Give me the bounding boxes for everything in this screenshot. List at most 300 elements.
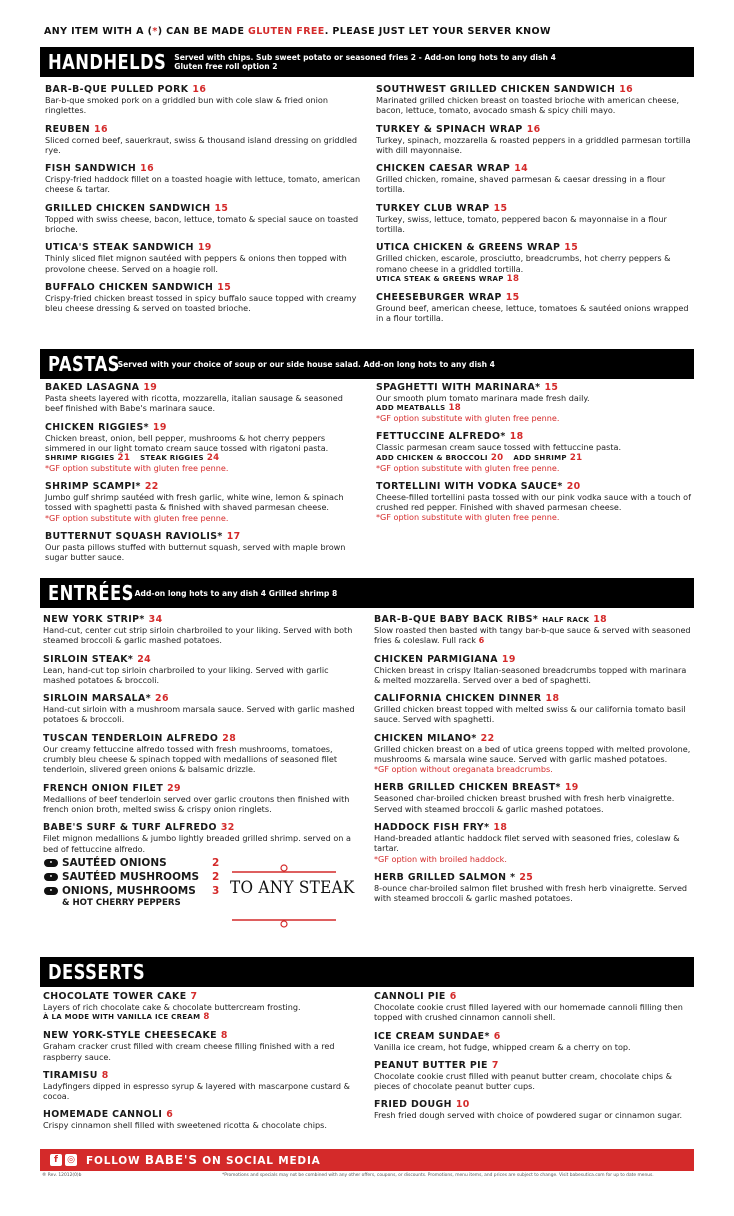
item-description: Layers of rich chocolate cake & chocolate buttercream frosting. (43, 1002, 301, 1012)
item-name: BAR-B-QUE PULLED PORK (45, 84, 189, 95)
item-description: 8-ounce char-broiled salmon filet brushed with fresh herb vinaigrette. Served with steamed broccoli & garlic mashed potatoes. (374, 882, 688, 903)
item-description: Crispy cinnamon shell filled with sweetened ricotta & chocolate chips. (43, 1120, 327, 1131)
item-description: Marinated grilled chicken breast on toasted brioche with american cheese, bacon, lettuce, tomato, avocado smash & spicy chili mayo. (376, 95, 680, 116)
item-name-line (45, 84, 363, 95)
item-description-block (45, 135, 363, 156)
item-description: Chicken breast, onion, bell pepper, mushrooms & hot cherry peppers simmered in our light tomato cream sauce tossed with rigatoni pasta. (45, 432, 329, 453)
item-name: HERB GRILLED SALMON * (374, 871, 516, 883)
item-name-line (376, 242, 694, 253)
instagram-icon[interactable]: ◎ (65, 1154, 77, 1166)
item-name-line (45, 124, 363, 135)
item-name-line (45, 163, 363, 174)
addon-label: STEAK RIGGIES (140, 454, 204, 463)
item-description: Cheese-filled tortellini pasta tossed with our pink vodka sauce with a touch of crushed red pepper. Finished with shaved parmesan cheese. (376, 491, 691, 512)
item-addon (376, 403, 694, 413)
pastas-header: PASTAS Served with your choice of soup or our side house salad. Add-on long hots to any dish 4 (40, 349, 694, 379)
item-price: 18 (493, 821, 508, 833)
item-name-line (43, 783, 361, 794)
item-name: FRIED DOUGH (374, 1099, 452, 1111)
menu-item (45, 203, 363, 235)
menu-item (43, 991, 361, 1022)
item-name: FISH SANDWICH (45, 163, 137, 175)
item-name-line (374, 782, 692, 793)
menu-item (376, 124, 694, 156)
item-price: 16 (94, 123, 108, 135)
pastas-right-column (376, 382, 694, 530)
desserts-right-column (374, 991, 692, 1129)
item-description: Grilled chicken breast on a bed of utica greens topped with melted provolone, mushrooms & marsala wine sauce. Served with garlic mashed potatoes. (374, 743, 691, 765)
item-price: 8 (101, 1069, 109, 1081)
menu-item (374, 654, 692, 686)
item-name-line (45, 242, 363, 253)
item-description-block (43, 665, 361, 686)
item-name-line (43, 1109, 361, 1120)
handhelds-left-column (45, 84, 363, 322)
handhelds-header: HANDHELDS Served with chips. Sub sweet potato or seasoned fries 2 - Add-on long hots to any dish 4 Gluten free roll option 2 (40, 47, 694, 77)
item-name-line (43, 693, 361, 704)
item-price: 25 (519, 871, 534, 883)
item-description: Vanilla ice cream, hot fudge, whipped cream & a cherry on top. (374, 1041, 631, 1052)
item-description-block (374, 665, 692, 686)
gluten-free-note-block (374, 854, 692, 864)
item-price: 18 (545, 693, 560, 705)
item-description: Classic parmesan cream sauce tossed with fettuccine pasta. (376, 442, 622, 453)
item-name-line (374, 654, 692, 665)
menu-item (43, 614, 361, 646)
item-description-block (43, 704, 361, 725)
addon-label: SHRIMP RIGGIES (45, 454, 115, 463)
item-description-block (45, 393, 363, 414)
item-description-block (374, 1002, 692, 1023)
item-name: PEANUT BUTTER PIE (374, 1059, 488, 1071)
desserts-left-column (43, 991, 361, 1139)
item-description-block (43, 744, 361, 775)
item-name-line (43, 654, 361, 665)
full-rack-price: 6 (478, 635, 485, 646)
item-description: Grilled chicken, romaine, shaved parmesan & caesar dressing in a flour tortilla. (376, 174, 666, 195)
item-description: Hand-breaded atlantic haddock filet served with seasoned fries, coleslaw & tartar. (374, 832, 680, 854)
gluten-free-note: *GF option substitute with gluten free penne. (376, 413, 560, 424)
item-description-block (374, 883, 692, 904)
item-description: Our pasta pillows stuffed with butternut squash, served with maple brown sugar butter sauce. (45, 541, 346, 563)
item-price: 22 (480, 732, 495, 744)
steak-sides: • SAUTÉED ONIONS 2 • SAUTÉED MUSHROOMS 2 • ONIONS, MUSHROOMS 3 & HOT CHERRY PEPPERS (44, 856, 234, 908)
item-name: CHEESEBURGER WRAP (376, 291, 502, 303)
gluten-free-note-block (45, 513, 363, 523)
item-name: UTICA'S STEAK SANDWICH (45, 242, 194, 254)
item-description: Chocolate cookie crust filled with peanut butter cream, chocolate chips & pieces of chocolate peanut butter cups. (374, 1070, 672, 1092)
menu-item (374, 782, 692, 814)
item-description-block (374, 793, 692, 814)
menu-item (374, 991, 692, 1023)
item-description-block (43, 833, 361, 854)
item-addon (43, 1012, 361, 1022)
menu-item (374, 693, 692, 725)
item-price: 15 (493, 202, 508, 214)
item-addon (376, 453, 694, 463)
item-description: Topped with swiss cheese, bacon, lettuce, tomato & special sauce on toasted brioche. (45, 213, 359, 235)
item-name: FETTUCCINE ALFREDO* (376, 431, 506, 443)
item-name: SIRLOIN MARSALA* (43, 693, 152, 705)
item-name: TIRAMISU (43, 1069, 98, 1081)
menu-item (43, 1030, 361, 1062)
item-price: 34 (148, 614, 163, 625)
social-media-banner[interactable]: f ◎ FOLLOW BABE'S ON SOCIAL MEDIA (40, 1149, 694, 1171)
item-description-block (376, 174, 694, 195)
addon-price: 21 (117, 453, 131, 464)
addon-label: ADD MEATBALLS (376, 404, 446, 413)
item-name: BAR-B-QUE BABY BACK RIBS* (374, 614, 539, 625)
gluten-free-note-block (376, 413, 694, 423)
item-name-line (43, 1070, 361, 1081)
item-name: NEW YORK-STYLE CHEESECAKE (43, 1030, 217, 1042)
item-description: Fresh fried dough served with choice of powdered sugar or cinnamon sugar. (374, 1110, 683, 1121)
menu-item (45, 422, 363, 474)
gluten-free-note-block (45, 463, 363, 473)
item-name-line (43, 991, 361, 1002)
item-price: 22 (144, 481, 159, 493)
item-name-line (45, 531, 363, 542)
item-description: Medallions of beef tenderloin served over garlic croutons then finished with french onion broth, melted swiss & crispy onion ringlets. (43, 793, 350, 814)
fine-print: *Promotions and specials may not be combined with any other offers, coupons, or discounts. Promotions, menu items, and prices are subject to change. Visit babesutica.com for up to date menus. (222, 1173, 654, 1178)
item-name: HADDOCK FISH FRY* (374, 821, 490, 833)
item-name: TURKEY CLUB WRAP (376, 202, 490, 214)
item-name-line (374, 614, 692, 625)
item-description: Our smooth plum tomato marinara made fresh daily. (376, 393, 590, 403)
item-name: CALIFORNIA CHICKEN DINNER (374, 693, 542, 705)
item-description: Sliced corned beef, sauerkraut, swiss & thousand island dressing on griddled rye. (45, 134, 358, 155)
item-price: 24 (137, 653, 152, 665)
menu-item (45, 163, 363, 195)
item-name: CHICKEN RIGGIES* (45, 421, 149, 433)
item-name: CHICKEN PARMIGIANA (374, 653, 498, 665)
item-description-block (374, 1042, 692, 1052)
item-description: Filet mignon medallions & jumbo lightly breaded grilled shrimp. served on a bed of fettuccine alfredo. (43, 833, 351, 854)
addon-price: 18 (448, 403, 462, 414)
item-name-line (45, 422, 363, 433)
item-name: HOMEMADE CANNOLI (43, 1109, 163, 1121)
item-description: Ground beef, american cheese, lettuce, tomatoes & sautéed onions wrapped in a flour tortilla. (376, 302, 689, 324)
item-description-block (374, 1110, 692, 1120)
item-price: 6 (449, 991, 457, 1002)
revision-note: ® Rev. 12012(0)b (42, 1173, 82, 1178)
addon-label: À LA MODE WITH VANILLA ICE CREAM (43, 1013, 201, 1022)
item-name-line (374, 872, 692, 883)
item-description-block (376, 442, 694, 452)
menu-item (376, 431, 694, 472)
item-description-block (43, 1120, 361, 1130)
item-name: TUSCAN TENDERLOIN ALFREDO (43, 732, 219, 744)
item-price: 19 (197, 242, 212, 254)
menu-item (376, 481, 694, 523)
gluten-free-notice: ANY ITEM WITH A (*) CAN BE MADE GLUTEN FREE. PLEASE JUST LET YOUR SERVER KNOW (44, 26, 551, 37)
item-description-block (376, 303, 694, 324)
item-description-block (43, 1081, 361, 1102)
item-name-line (45, 481, 363, 492)
item-name: SIRLOIN STEAK* (43, 653, 134, 665)
menu-item (43, 693, 361, 725)
item-description: Grilled chicken, escarole, prosciutto, breadcrumbs, hot cherry peppers & romano cheese in a griddled tortilla. (376, 253, 671, 274)
menu-item (45, 124, 363, 156)
menu-item (374, 614, 692, 646)
addon-icon: • (44, 873, 58, 881)
item-price: 15 (544, 382, 559, 393)
item-name-line (376, 163, 694, 174)
item-description-block (43, 625, 361, 646)
item-price: 18 (593, 614, 608, 625)
item-description: Chocolate cookie crust filled layered with our homemade cannoli filling then topped with crushed cinnamon cannoli shell. (374, 1002, 683, 1023)
item-description-block (45, 214, 363, 235)
menu-item (45, 84, 363, 116)
item-description: Jumbo gulf shrimp sautéed with fresh garlic, white wine, lemon & spinach tossed with spaghetti pasta & finished with shaved parmesan cheese. (45, 492, 344, 513)
item-name: TORTELLINI WITH VODKA SAUCE* (376, 480, 563, 492)
gluten-free-note: *GF option substitute with gluten free penne. (376, 462, 560, 473)
menu-item (45, 531, 363, 563)
item-description: Lean, hand-cut top sirloin charbroiled to your liking. Served with garlic mashed potatoes & broccoli. (43, 664, 329, 685)
gluten-free-note-block (376, 463, 694, 473)
gluten-free-note: *GF option substitute with gluten free penne. (45, 512, 229, 523)
menu-item (43, 733, 361, 775)
item-price: 19 (152, 421, 167, 433)
addon-icon: • (44, 859, 58, 867)
item-name-line (374, 693, 692, 704)
item-description-block (374, 1071, 692, 1092)
menu-item (43, 783, 361, 815)
item-description: Our creamy fettuccine alfredo tossed with fresh mushrooms, tomatoes, crumbly bleu cheese & spinach topped with medallions of seasoned filet tenderloin, slivered green onions & balsamic drizzle. (43, 743, 338, 775)
item-description: Thinly sliced filet mignon sautéed with peppers & onions then topped with provolone cheese. Served on a hoagie roll. (45, 253, 347, 274)
item-name-line (376, 203, 694, 214)
item-description: Bar-b-que smoked pork on a griddled bun with cole slaw & fried onion ringlettes. (45, 95, 329, 116)
menu-item (376, 242, 694, 284)
addon-price: 20 (490, 452, 504, 463)
item-name-line (374, 1031, 692, 1042)
item-price: 15 (214, 202, 229, 214)
item-name-line (374, 822, 692, 833)
item-description: Hand-cut sirloin with a mushroom marsala sauce. Served with garlic mashed potatoes & broccoli. (43, 704, 355, 725)
menu-item (45, 481, 363, 523)
item-price: 28 (222, 732, 237, 744)
item-description-block (45, 293, 363, 314)
menu-item (43, 1109, 361, 1130)
item-price: 6 (493, 1030, 501, 1042)
item-description-block (45, 253, 363, 274)
item-name: BAKED LASAGNA (45, 382, 140, 393)
item-description: Turkey, swiss, lettuce, tomato, peppered bacon & mayonnaise in a flour tortilla. (376, 213, 667, 235)
item-name: BUTTERNUT SQUASH RAVIOLIS* (45, 530, 223, 542)
item-description: Chicken breast in crispy Italian-seasoned breadcrumbs topped with marinara & melted mozzarella. Served over a bed of spaghetti. (374, 664, 687, 685)
item-description: Seasoned char-broiled chicken breast brushed with fresh herb vinaigrette. Served with steamed broccoli & garlic mashed potatoes. (374, 793, 675, 814)
item-price: 6 (166, 1109, 174, 1121)
item-price: 16 (526, 123, 541, 135)
item-description-block (43, 1002, 361, 1012)
item-price: 17 (226, 530, 241, 542)
item-description: Grilled chicken breast topped with melted swiss & our california tomato basil sauce. Served with spaghetti. (374, 704, 686, 725)
side-item: • ONIONS, MUSHROOMS 3 (44, 884, 234, 898)
item-price: 16 (619, 84, 634, 95)
gluten-free-note: *GF option substitute with gluten free penne. (376, 512, 560, 523)
addon-label: ADD SHRIMP (513, 453, 567, 462)
menu-item (376, 292, 694, 324)
item-price: 29 (167, 782, 181, 794)
item-description: Ladyfingers dipped in espresso syrup & layered with mascarpone custard & cocoa. (43, 1080, 350, 1102)
item-price: 15 (505, 291, 520, 303)
addon-price: 8 (203, 1012, 210, 1023)
menu-item (376, 84, 694, 116)
item-name-line (376, 124, 694, 135)
item-price: 19 (143, 382, 158, 393)
item-price: 15 (217, 281, 232, 293)
item-name-line (376, 382, 694, 393)
item-description-block (43, 1041, 361, 1062)
item-name: BABE'S SURF & TURF ALFREDO (43, 822, 217, 834)
item-name: NEW YORK STRIP* (43, 614, 145, 625)
menu-item (374, 733, 692, 775)
menu-item (374, 872, 692, 904)
item-description-block (374, 833, 692, 854)
menu-item (43, 1070, 361, 1102)
item-description-block (45, 433, 363, 454)
menu-item (376, 382, 694, 423)
item-description: Turkey, spinach, mozzarella & roasted peppers in a griddled parmesan tortilla with dill mayonnaise. (376, 134, 691, 155)
item-description-block (376, 253, 694, 274)
addon-icon: • (44, 887, 58, 895)
item-description-block (45, 492, 363, 513)
item-name: FRENCH ONION FILET (43, 782, 164, 794)
item-description-block (45, 542, 363, 563)
menu-item (374, 1099, 692, 1120)
item-name-line (376, 431, 694, 442)
item-name: SHRIMP SCAMPI* (45, 481, 141, 493)
item-name-line (376, 481, 694, 492)
addon-price: 21 (569, 452, 583, 463)
item-name: GRILLED CHICKEN SANDWICH (45, 202, 211, 214)
menu-item (45, 382, 363, 414)
item-name: UTICA CHICKEN & GREENS WRAP (376, 242, 561, 254)
item-description-block (376, 95, 694, 116)
item-description-block (376, 492, 694, 513)
item-name-line (45, 282, 363, 293)
menu-item (376, 203, 694, 235)
item-name-line (376, 292, 694, 303)
item-description-block (45, 174, 363, 195)
item-name: CHICKEN CAESAR WRAP (376, 163, 511, 175)
item-addon (376, 274, 694, 284)
item-name: SPAGHETTI WITH MARINARA* (376, 382, 541, 393)
gluten-free-note: *GF option with broiled haddock. (374, 853, 507, 864)
handhelds-right-column (376, 84, 694, 332)
item-name-line (43, 733, 361, 744)
entrees-right-column (374, 614, 692, 911)
item-name: TURKEY & SPINACH WRAP (376, 123, 523, 135)
item-description-block (376, 393, 694, 403)
item-name-line (45, 203, 363, 214)
item-name-line (374, 1099, 692, 1110)
item-description-block (376, 135, 694, 156)
item-name: CANNOLI PIE (374, 991, 446, 1002)
item-name-line (374, 1060, 692, 1071)
side-item: • SAUTÉED MUSHROOMS 2 (44, 870, 234, 884)
item-price: 26 (155, 693, 169, 705)
entrees-header: ENTRÉES Add-on long hots to any dish 4 Grilled shrimp 8 (40, 578, 694, 608)
menu-item (374, 1031, 692, 1052)
item-name: CHOCOLATE TOWER CAKE (43, 991, 187, 1002)
item-price: 19 (564, 782, 579, 794)
item-price: 32 (220, 822, 235, 834)
item-name-line (43, 1030, 361, 1041)
menu-item (374, 1060, 692, 1092)
item-description: Crispy-fried haddock fillet on a toasted hoagie with lettuce, tomato, american cheese & tartar. (45, 174, 361, 195)
item-price: 8 (220, 1030, 228, 1042)
item-description-block (376, 214, 694, 235)
entrees-left-column (43, 614, 361, 862)
item-name: CHICKEN MILANO* (374, 732, 477, 744)
item-name: ICE CREAM SUNDAE* (374, 1030, 490, 1042)
addon-label: UTICA STEAK & GREENS WRAP (376, 274, 504, 283)
item-description-block (374, 625, 692, 646)
item-price: 16 (192, 84, 207, 95)
item-price: 16 (140, 163, 155, 175)
item-name-line (374, 991, 692, 1002)
desserts-header: DESSERTS (40, 957, 694, 987)
item-name-line (45, 382, 363, 393)
item-name-line (43, 614, 361, 625)
item-description-block (374, 704, 692, 725)
addon-price: 24 (206, 453, 220, 464)
addon-price: 18 (506, 273, 520, 284)
item-price: 15 (564, 242, 579, 254)
item-price: 10 (455, 1099, 470, 1111)
item-price: 7 (190, 991, 198, 1002)
item-name: BUFFALO CHICKEN SANDWICH (45, 281, 214, 293)
facebook-icon[interactable]: f (50, 1154, 62, 1166)
item-name: REUBEN (45, 123, 91, 135)
item-name-line (376, 84, 694, 95)
item-description: Hand-cut, center cut strip sirloin charbroiled to your liking. Served with both steamed broccoli & garlic mashed potatoes. (43, 625, 353, 646)
side-item: • SAUTÉED ONIONS 2 (44, 856, 234, 870)
menu-item (45, 282, 363, 314)
item-name: HERB GRILLED CHICKEN BREAST* (374, 782, 561, 794)
item-price: 20 (566, 480, 581, 492)
item-price: 7 (491, 1059, 499, 1071)
menu-item (376, 163, 694, 195)
menu-item (43, 654, 361, 686)
item-price: 14 (514, 163, 529, 175)
gluten-free-note-block (376, 512, 694, 522)
item-name-line (374, 733, 692, 744)
pastas-left-column (45, 382, 363, 570)
item-price: 19 (501, 653, 516, 665)
item-description-block (45, 95, 363, 116)
item-description-block (43, 794, 361, 815)
item-description: Graham cracker crust filled with cream cheese filling finished with a red raspberry sauce. (43, 1041, 335, 1062)
menu-item (43, 822, 361, 854)
gluten-free-note: *GF option without oreganata breadcrumbs. (374, 764, 553, 775)
item-description: Crispy-fried chicken breast tossed in spicy buffalo sauce topped with creamy bleu cheese dressing & served on toasted brioche. (45, 292, 357, 314)
item-description-block (374, 744, 692, 765)
item-description: Slow roasted then basted with tangy bar-b-que sauce & served with seasoned fries & coleslaw. Full rack (374, 625, 691, 646)
item-price: 18 (509, 431, 524, 443)
item-name-line (43, 822, 361, 833)
menu-item (45, 242, 363, 274)
gluten-free-note: *GF option substitute with gluten free penne. (45, 463, 229, 474)
addon-label: ADD CHICKEN & BROCCOLI (376, 453, 488, 462)
gluten-free-note-block (374, 764, 692, 774)
to-any-steak-badge: TO ANY STEAK (224, 864, 344, 928)
item-description: Pasta sheets layered with ricotta, mozzarella, italian sausage & seasoned beef finished with Babe's marinara sauce. (45, 393, 343, 414)
item-addon (45, 453, 363, 463)
half-rack-label: HALF RACK (542, 616, 590, 624)
menu-item (374, 822, 692, 864)
